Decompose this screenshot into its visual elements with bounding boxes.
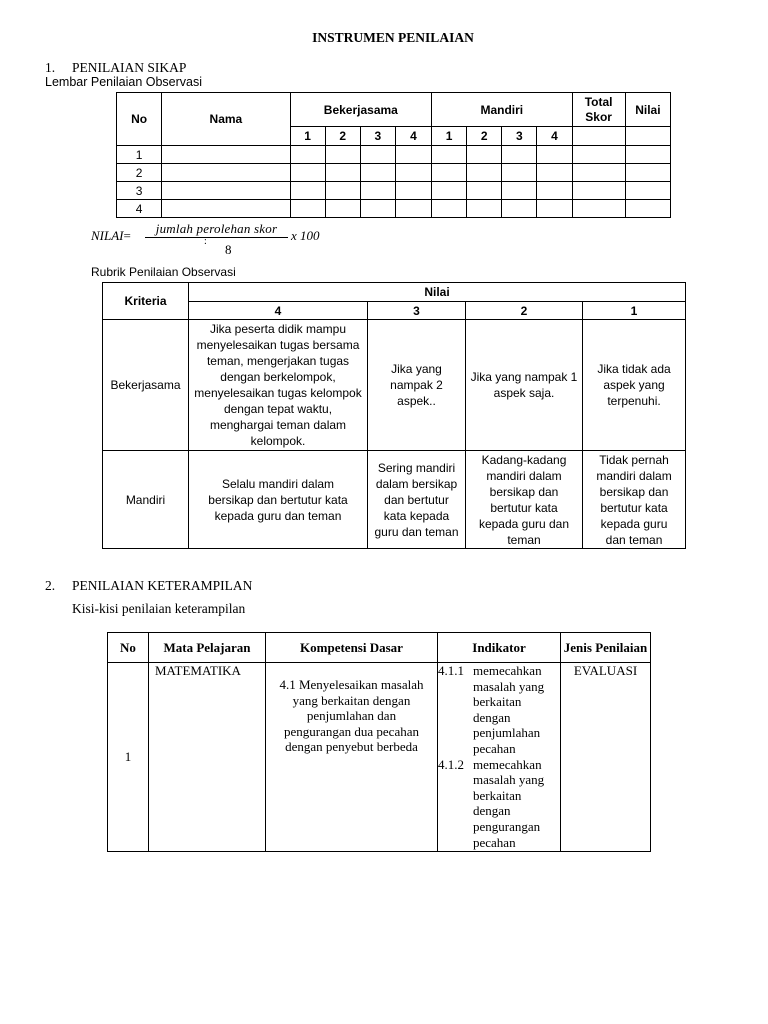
header-nama: Nama	[162, 93, 290, 146]
observation-table	[116, 92, 671, 218]
rubric-cell: Jika tidak ada aspek yang terpenuhi.	[583, 320, 686, 451]
indikator-code: 4.1.1	[438, 663, 464, 678]
subheader-score: 3	[502, 127, 537, 146]
skills-header-kd: Kompetensi Dasar	[266, 633, 438, 663]
empty-cell	[625, 127, 670, 146]
formula-times: x 100	[291, 228, 320, 243]
table-row	[103, 451, 686, 549]
header-bekerjasama: Bekerjasama	[290, 93, 431, 127]
rubric-cell: Jika yang nampak 2 aspek..	[368, 320, 466, 451]
indikator-item	[438, 757, 556, 851]
row-number: 2	[117, 164, 162, 182]
empty-cell	[572, 127, 625, 146]
skills-row-no: 1	[108, 663, 149, 852]
header-nilai: Nilai	[625, 93, 670, 127]
indikator-item	[438, 663, 556, 757]
rubric-cell: Kadang-kadang mandiri dalam bersikap dan bertutur kata kepada guru dan teman	[466, 451, 583, 549]
rubric-header-kriteria: Kriteria	[103, 283, 189, 320]
indikator-text: memecahkan masalah yang berkaitan dengan pengurangan pecahan	[473, 756, 545, 850]
rubric-score-header: 1	[583, 302, 686, 320]
row-number: 3	[117, 182, 162, 200]
rubric-score-header: 2	[466, 302, 583, 320]
table-row	[108, 663, 651, 852]
skills-header-indikator: Indikator	[438, 633, 561, 663]
section1-subheading: Lembar Penilaian Observasi	[45, 75, 203, 89]
subheader-score: 1	[432, 127, 467, 146]
rubric-score-header: 3	[368, 302, 466, 320]
indikator-text: memecahkan masalah yang berkaitan dengan penjumlahan pecahan	[473, 663, 545, 756]
rubric-cell: Sering mandiri dalam bersikap dan bertutur kata kepada guru dan teman	[368, 451, 466, 549]
formula-denominator: 8	[225, 242, 232, 257]
subheader-score: 1	[290, 127, 325, 146]
formula-fraction-bar	[145, 237, 288, 238]
formula-mark: :	[204, 236, 207, 247]
rubric-cell: Tidak pernah mandiri dalam bersikap dan bertutur kata kepada guru dan teman	[583, 451, 686, 549]
formula-numerator: jumlah perolehan skor	[155, 221, 278, 236]
section2-subheading: Kisi-kisi penilaian keterampilan	[72, 601, 246, 616]
subheader-score: 2	[325, 127, 360, 146]
rubric-cell: Jika yang nampak 1 aspek saja.	[466, 320, 583, 451]
skills-header-jenis: Jenis Penilaian	[561, 633, 651, 663]
rubric-cell: Jika peserta didik mampu menyelesaikan tugas bersama teman, mengerjakan tugas dengan berkelompok, menyelesaikan tugas kelompok dengan tepat waktu, menghargai teman dalam kelompok.	[189, 320, 368, 451]
row-number: 1	[117, 146, 162, 164]
rubric-cell: Selalu mandiri dalam bersikap dan bertutur kata kepada guru dan teman	[189, 451, 368, 549]
section2-heading: PENILAIAN KETERAMPILAN	[72, 578, 253, 593]
formula-lhs: NILAI=	[91, 228, 131, 243]
rubric-title: Rubrik Penilaian Observasi	[91, 265, 236, 279]
header-total-skor: Total Skor	[572, 93, 625, 127]
skills-header-mapel: Mata Pelajaran	[149, 633, 266, 663]
skills-indikator	[438, 663, 561, 852]
subheader-score: 4	[395, 127, 431, 146]
skills-jenis: EVALUASI	[561, 663, 651, 852]
subheader-score: 3	[360, 127, 395, 146]
indikator-code: 4.1.2	[438, 756, 464, 772]
subheader-score: 2	[467, 127, 502, 146]
rubric-score-header: 4	[189, 302, 368, 320]
rubric-kriteria: Mandiri	[103, 451, 189, 549]
header-no: No	[117, 93, 162, 146]
table-row	[117, 182, 671, 200]
table-row	[117, 164, 671, 182]
header-mandiri: Mandiri	[432, 93, 572, 127]
row-number: 4	[117, 200, 162, 218]
skills-kd: 4.1 Menyelesaikan masalah yang berkaitan dengan penjumlahan dan pengurangan dua pecahan dengan penyebut berbeda	[266, 663, 438, 852]
table-row	[117, 200, 671, 218]
page-title: INSTRUMEN PENILAIAN	[312, 30, 474, 45]
skills-header-no: No	[108, 633, 149, 663]
rubric-header-nilai: Nilai	[189, 283, 686, 302]
table-row	[117, 146, 671, 164]
table-row	[103, 320, 686, 451]
section2-number: 2.	[45, 578, 56, 593]
skills-mapel: MATEMATIKA	[149, 663, 266, 852]
rubric-kriteria: Bekerjasama	[103, 320, 189, 451]
subheader-score: 4	[537, 127, 572, 146]
section1-number: 1.	[45, 60, 56, 75]
rubric-table	[102, 282, 686, 549]
skills-table	[107, 632, 651, 852]
section1-heading: PENILAIAN SIKAP	[72, 60, 187, 75]
